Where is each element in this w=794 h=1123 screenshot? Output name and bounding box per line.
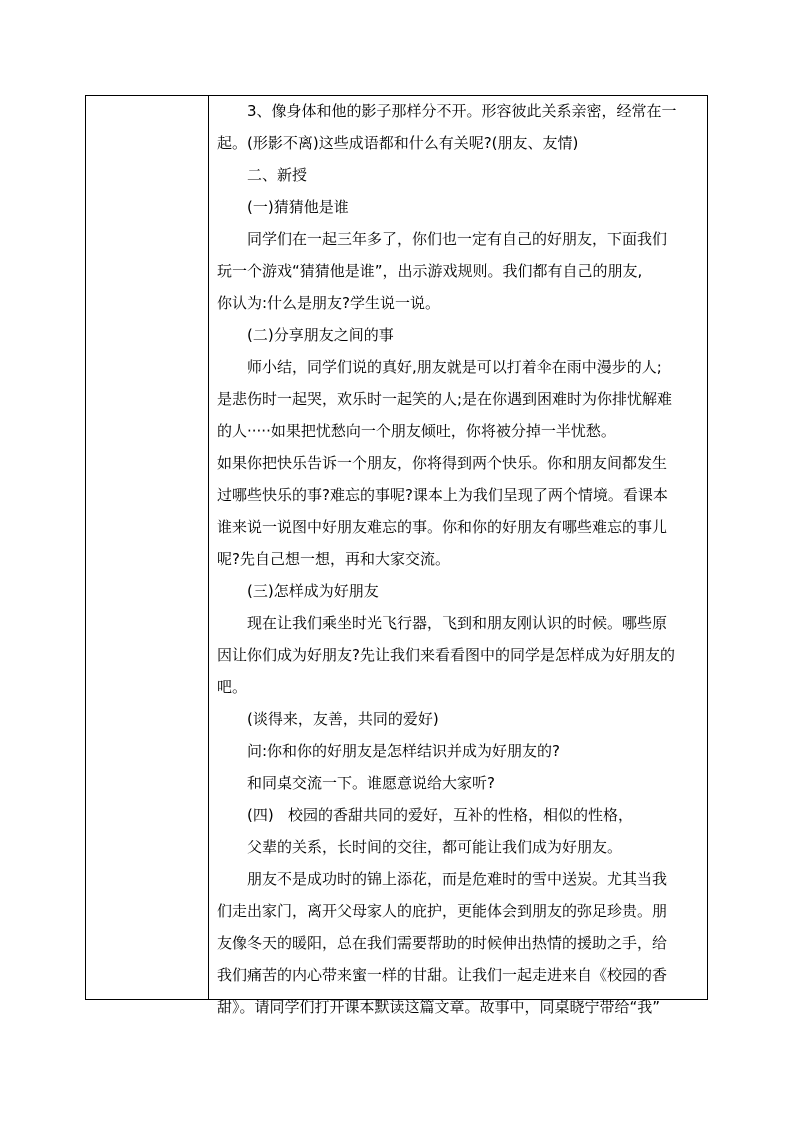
text-line: 我们痛苦的内心带来蜜一样的甘甜。让我们一起走进来自《校园的香: [217, 966, 668, 984]
text-line: 玩一个游戏“猜猜他是谁”，出示游戏规则。我们都有自己的朋友,: [217, 262, 643, 280]
text-line: 过哪些快乐的事?难忘的事呢?课本上为我们呈现了两个情境。看课本: [217, 486, 668, 504]
subsection-heading: (四) 校园的香甜共同的爱好，互补的性格，相似的性格，: [247, 806, 634, 824]
subsection-heading: (三)怎样成为好朋友: [247, 582, 379, 600]
text-line: 父辈的关系，长时间的交往，都可能让我们成为好朋友。: [247, 838, 623, 856]
text-line: 们走出家门，离开父母家人的庇护，更能体会到朋友的弥足珍贵。朋: [217, 902, 668, 920]
text-line: 起。(形影不离)这些成语都和什么有关呢?(朋友、友情): [217, 134, 579, 152]
text-line: 你认为:什么是朋友?学生说一说。: [217, 294, 441, 312]
text-line: 问:你和你的好朋友是怎样结识并成为好朋友的?: [247, 742, 561, 760]
text-line: 师小结，同学们说的真好,朋友就是可以打着伞在雨中漫步的人;: [247, 358, 662, 376]
text-line: 因让你们成为好朋友?先让我们来看看图中的同学是怎样成为好朋友的: [217, 646, 675, 664]
text-line: 友像冬天的暖阳，总在我们需要帮助的时候伸出热情的援助之手，给: [217, 934, 668, 952]
text-line: 如果你把快乐告诉一个朋友，你将得到两个快乐。你和朋友间都发生: [217, 454, 668, 472]
column-divider: [208, 95, 209, 1000]
text-line: 和同桌交流一下。谁愿意说给大家听?: [247, 774, 495, 792]
section-heading: 二、新授: [247, 166, 308, 184]
text-line: 3、像身体和他的影子那样分不开。形容彼此关系亲密，经常在一: [247, 102, 677, 120]
text-line: 朋友不是成功时的锦上添花，而是危难时的雪中送炭。尤其当我: [247, 870, 668, 888]
text-line: 呢?先自己想一想，再和大家交流。: [217, 550, 450, 568]
text-line: 谁来说一说图中好朋友难忘的事。你和你的好朋友有哪些难忘的事儿: [217, 518, 668, 536]
text-line: 吧。: [217, 678, 248, 696]
subsection-heading: (二)分享朋友之间的事: [247, 326, 394, 344]
text-line: 是悲伤时一起哭，欢乐时一起笑的人;是在你遇到困难时为你排忧解难: [217, 390, 673, 408]
text-line: 的人·····如果把忧愁向一个朋友倾吐，你将被分掉一半忧愁。: [217, 422, 616, 440]
text-line: 甜》。请同学们打开课本默读这篇文章。故事中，同桌晓宁带给“我”: [217, 998, 661, 1016]
subsection-heading: (一)猜猜他是谁: [247, 198, 349, 216]
text-line: 同学们在一起三年多了，你们也一定有自己的好朋友，下面我们: [247, 230, 668, 248]
lesson-content-cell: [217, 95, 706, 1023]
text-line: 现在让我们乘坐时光飞行器，飞到和朋友刚认识的时候。哪些原: [247, 614, 668, 632]
text-line: (谈得来，友善，共同的爱好): [247, 710, 439, 728]
